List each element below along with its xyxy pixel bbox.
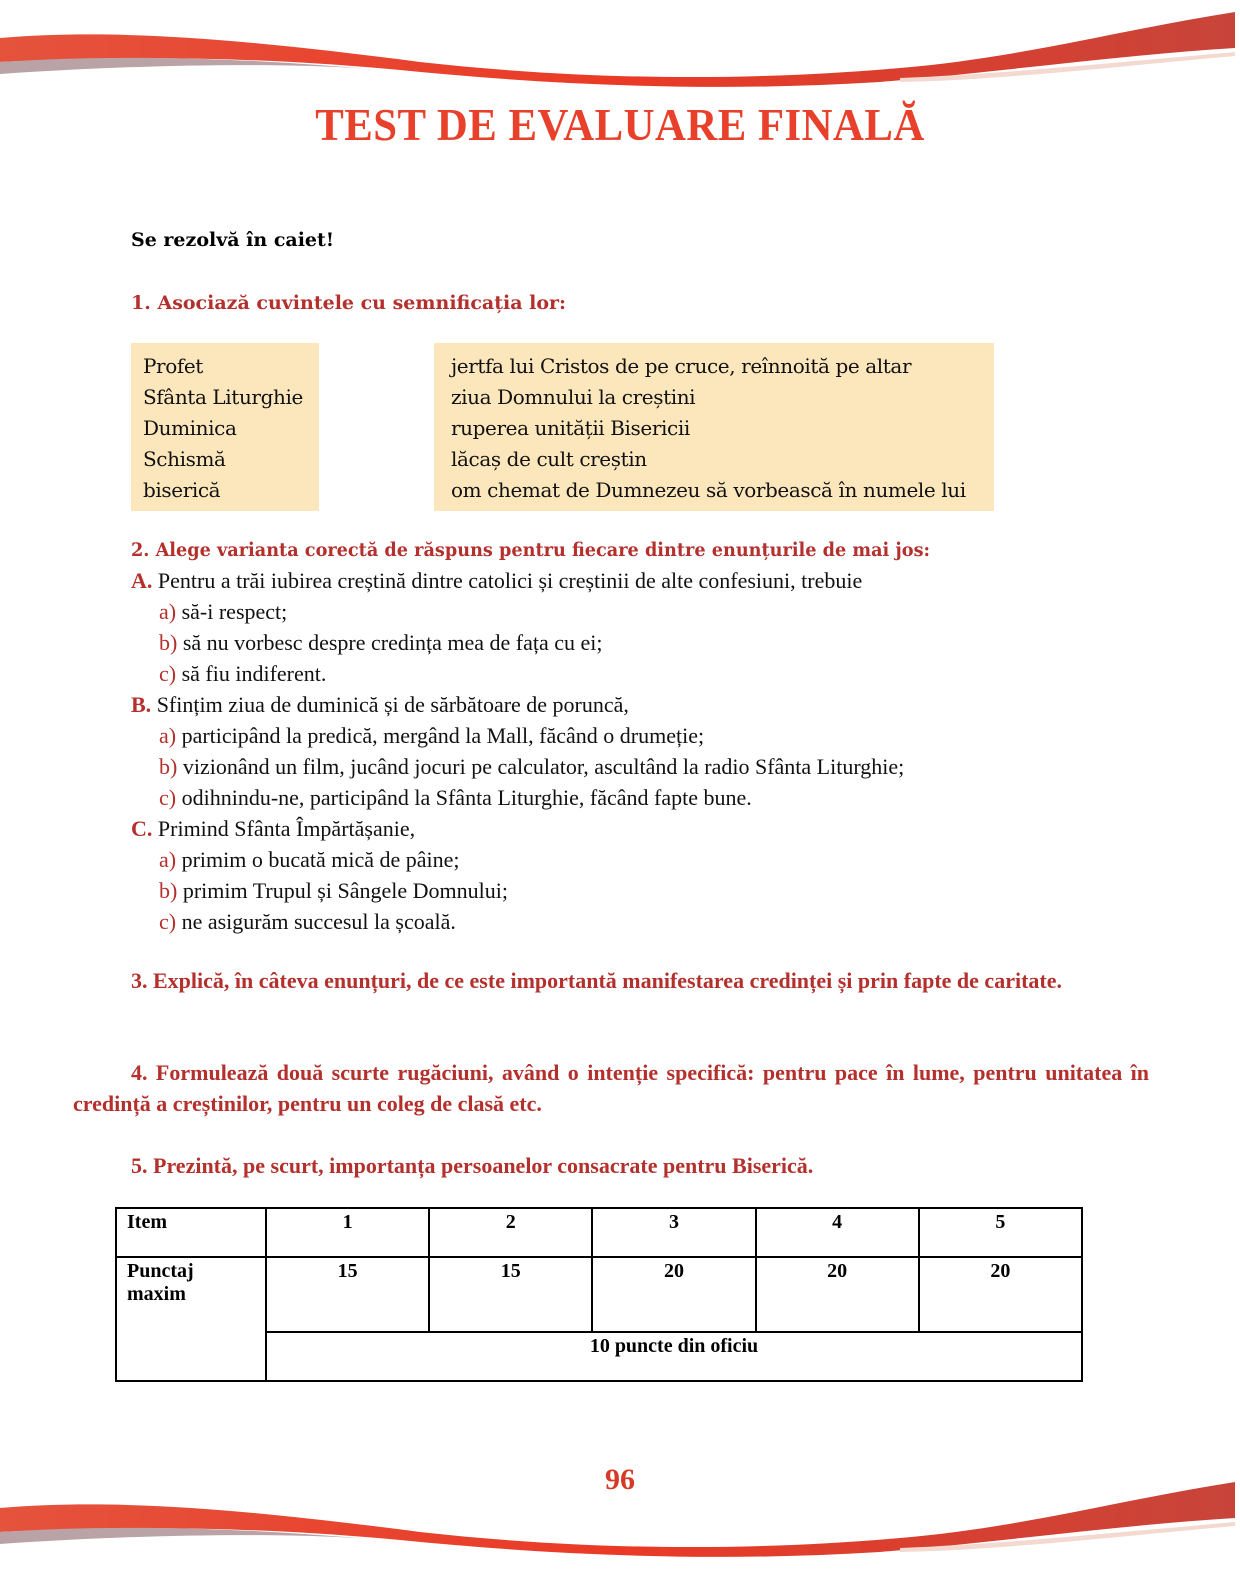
row-header-item: Item [116,1208,266,1257]
option-text: să-i respect; [181,599,288,624]
option-label: a) [159,723,177,748]
meaning: ruperea unității Bisericii [451,416,690,440]
question-3: 3. Explică, în câteva enunțuri, de ce este importantă manifestarea credinței și prin fapte de caritate. [131,968,1062,993]
option-text: ne asigurăm succesul la școală. [181,909,456,934]
option [131,875,1131,906]
term: biserică [143,478,221,502]
item-letter: C. [131,816,153,841]
bonus-points-cell: 10 puncte din oficiu [266,1332,1082,1381]
question-2-heading: 2. Alege varianta corectă de răspuns pentru fiecare dintre enunțurile de mai jos: [131,539,931,561]
option [131,596,1131,627]
option-text: participând la predică, mergând la Mall, făcând o drumeție; [181,723,705,748]
option-label: c) [159,661,177,686]
item-cell: 5 [919,1208,1082,1257]
option-text: să nu vorbesc despre credința mea de fața cu ei; [182,630,603,655]
points-cell: 20 [592,1257,755,1332]
meanings-box [434,343,994,511]
option [131,627,1131,658]
question-5: 5. Prezintă, pe scurt, importanța persoanelor consacrate pentru Biserică. [131,1153,814,1178]
item-cell: 1 [266,1208,429,1257]
meaning: ziua Domnului la creștini [451,385,696,409]
item-stem: Sfințim ziua de duminică și de sărbătoare de poruncă, [156,692,629,717]
question-4: 4. Formulează două scurte rugăciuni, având o intenție specifică: pentru pace în lume, pentru unitatea în credință a creștinilor, pentru un coleg de clasă etc. [73,1060,1149,1116]
option [131,751,1131,782]
option [131,720,1131,751]
points-cell: 20 [919,1257,1082,1332]
page-title: TEST DE EVALUARE FINALĂ [315,99,925,150]
terms-box [131,343,319,511]
item-cell: 4 [756,1208,919,1257]
meaning: jertfa lui Cristos de pe cruce, reînnoită pe altar [451,354,912,378]
option-label: c) [159,785,177,810]
option-label: a) [159,847,177,872]
option-text: să fiu indiferent. [181,661,327,686]
option-text: odihnindu-ne, participând la Sfânta Liturghie, făcând fapte bune. [181,785,752,810]
option [131,658,1131,689]
option-label: b) [159,754,178,779]
item-stem: Pentru a trăi iubirea creștină dintre catolici și creștinii de alte confesiuni, trebuie [157,568,863,593]
points-cell: 15 [266,1257,429,1332]
question-2-items [131,565,1131,937]
meaning: om chemat de Dumnezeu să vorbească în numele lui [451,478,966,502]
page-number: 96 [605,1463,635,1496]
table-row-items [116,1208,1082,1257]
item-a-stem [131,565,1131,596]
item-letter: A. [131,568,153,593]
points-cell: 20 [756,1257,919,1332]
term: Duminica [143,416,237,440]
option-label: a) [159,599,177,624]
instruction-note: Se rezolvă în caiet! [131,229,335,251]
option [131,906,1131,937]
item-c-stem [131,813,1131,844]
item-cell: 3 [592,1208,755,1257]
option [131,782,1131,813]
term: Schismă [143,447,226,471]
table-row-points [116,1257,1082,1332]
option-text: primim Trupul și Sângele Domnului; [182,878,508,903]
option-label: b) [159,630,178,655]
option-label: b) [159,878,178,903]
row-header-points: Punctaj maxim [116,1257,266,1381]
term: Sfânta Liturghie [143,385,303,409]
item-letter: B. [131,692,152,717]
option-text: vizionând un film, jucând jocuri pe calculator, ascultând la radio Sfânta Liturghie; [182,754,905,779]
item-cell: 2 [429,1208,592,1257]
points-cell: 15 [429,1257,592,1332]
option-text: primim o bucată mică de pâine; [181,847,460,872]
item-stem: Primind Sfânta Împărtășanie, [157,816,416,841]
option [131,844,1131,875]
term: Profet [143,354,203,378]
question-1-heading: 1. Asociază cuvintele cu semnificația lor: [131,292,567,314]
item-b-stem [131,689,1131,720]
decorative-wave-top [0,0,1240,100]
score-table [115,1207,1083,1382]
option-label: c) [159,909,177,934]
meaning: lăcaș de cult creștin [451,447,647,471]
